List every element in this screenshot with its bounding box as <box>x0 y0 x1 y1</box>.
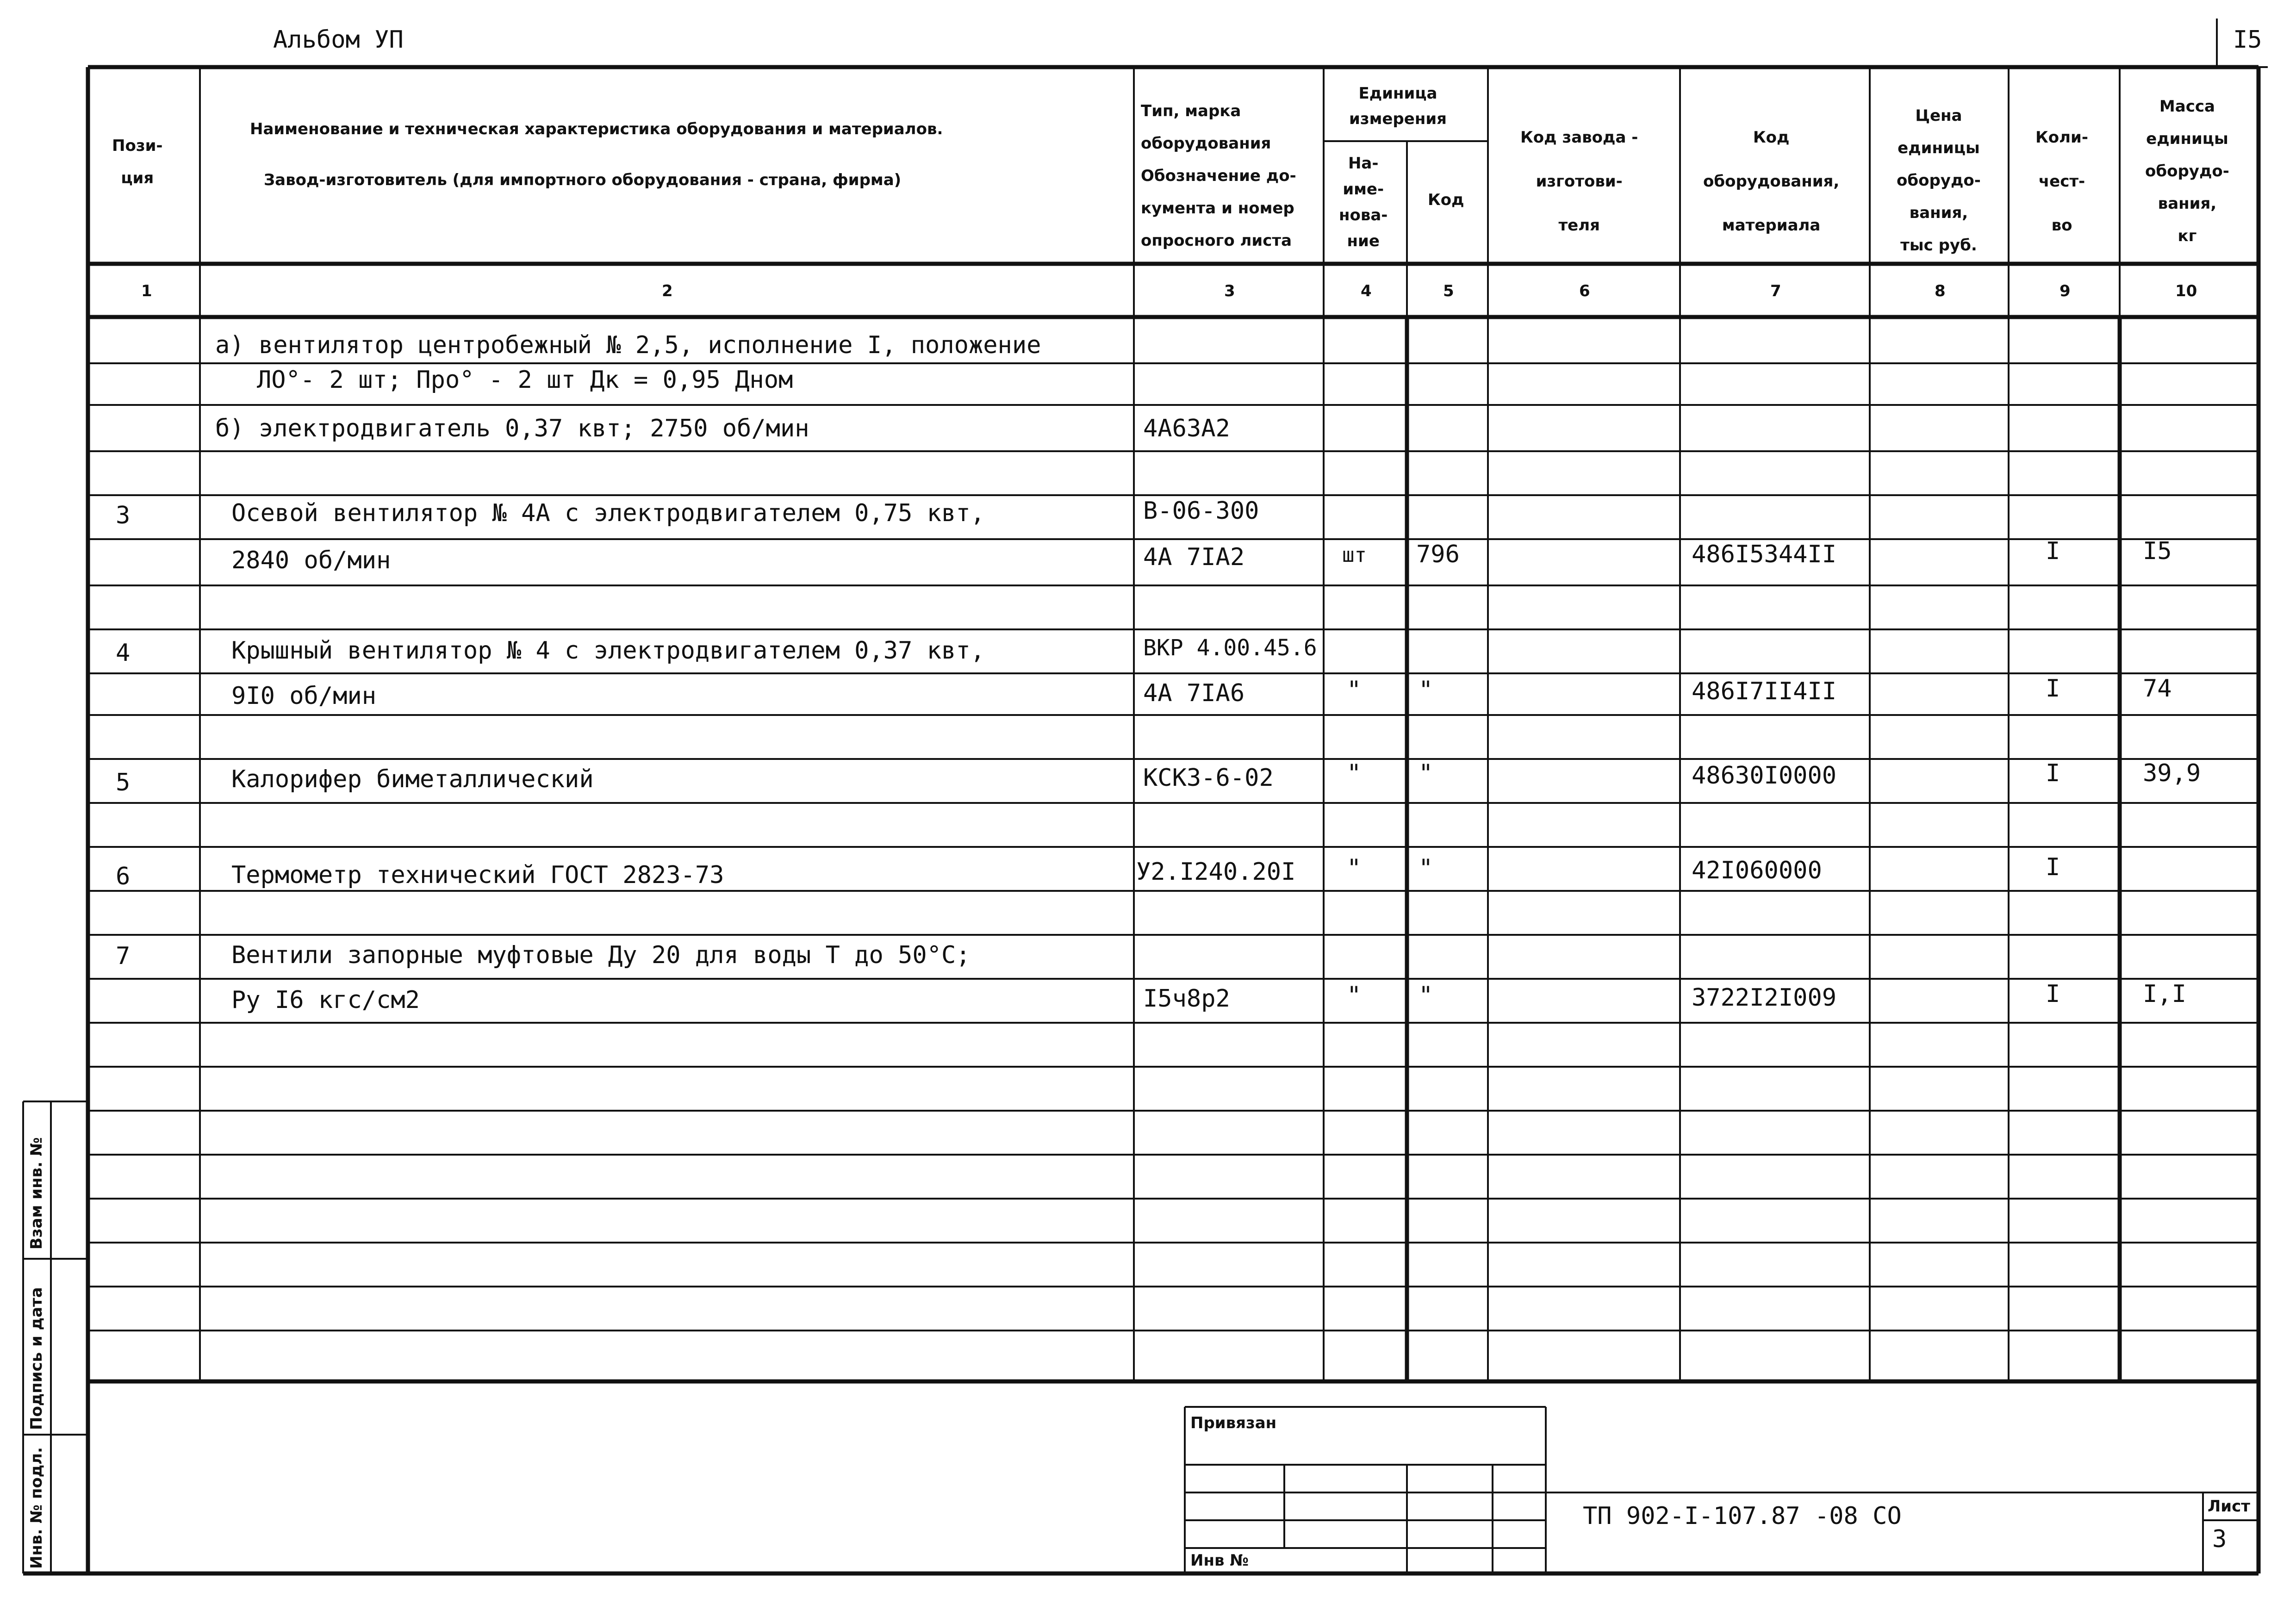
row-b-type: 4А63А2 <box>1143 415 1230 442</box>
col-header-unit-name <box>1339 150 1388 254</box>
row-3-equipment-code: 486I5344II <box>1692 541 1837 568</box>
col-header-price <box>1897 99 1981 261</box>
col-header-mass-l5: кг <box>2178 227 2197 245</box>
row-b-name: б) электродвигатель 0,37 квт; 2750 об/мин <box>215 415 809 442</box>
col-number-6: 6 <box>1579 282 1590 300</box>
row-3-quantity: I <box>2046 537 2060 565</box>
title-block-attached: Привязан <box>1190 1414 1277 1432</box>
row-7-mass: I,I <box>2143 980 2186 1008</box>
col-number-4: 4 <box>1361 282 1372 300</box>
document-code: ТП 902-I-107.87 -08 СО <box>1583 1502 1902 1530</box>
row-6-name: Термометр технический ГОСТ 2823-73 <box>231 861 724 889</box>
row-6-quantity: I <box>2046 853 2060 881</box>
col-header-price-l3: оборудо- <box>1897 171 1981 190</box>
col-header-mass-l2: единицы <box>2146 130 2228 148</box>
col-header-name-l2: Завод-изготовитель (для импортного оборудования - страна, фирма) <box>264 171 902 189</box>
col-header-quantity-l2: чест- <box>2038 172 2085 191</box>
side-label-original-inv: Инв. № подл. <box>27 1447 46 1569</box>
col-header-price-l2: единицы <box>1898 139 1980 157</box>
col-header-mass <box>2145 90 2229 252</box>
row-6-unit-code: " <box>1419 854 1433 882</box>
side-label-signature-date: Подпись и дата <box>27 1287 46 1430</box>
col-header-price-l5: тыс руб. <box>1900 236 1977 255</box>
col-number-9: 9 <box>2060 282 2071 300</box>
col-header-unit-name-l1: На- <box>1348 154 1379 173</box>
row-6-equipment-code: 42I060000 <box>1692 857 1822 884</box>
col-header-type-l5: опросного листа <box>1141 231 1292 250</box>
row-4-name: Крышный вентилятор № 4 с электродвигателем 0,37 квт, <box>231 637 985 665</box>
row-4-pos: 4 <box>116 639 131 667</box>
row-4-type: ВКР 4.00.45.6 <box>1143 635 1317 661</box>
row-3-type2: 4А 7IА2 <box>1143 543 1245 571</box>
row-4-mass: 74 <box>2143 675 2172 703</box>
col-header-unit-name-l4: ние <box>1347 232 1380 250</box>
row-3-unit-code: 796 <box>1416 541 1460 568</box>
album-label: Альбом УП <box>273 26 404 54</box>
row-7-name: Вентили запорные муфтовые Ду 20 для воды Т до 50°С; <box>231 941 971 969</box>
row-7-pos: 7 <box>116 942 131 970</box>
row-7-unit: " <box>1347 982 1362 1009</box>
row-7-unit-code: " <box>1419 982 1433 1009</box>
col-header-price-l4: вания, <box>1909 204 1968 222</box>
row-4-name2: 9I0 об/мин <box>231 682 377 710</box>
col-header-mass-l1: Масса <box>2159 97 2215 116</box>
row-5-unit-code: " <box>1419 759 1433 787</box>
col-header-quantity-l3: во <box>2051 216 2072 235</box>
row-6-pos: 6 <box>116 863 131 890</box>
col-header-maker-code-l2: изготови- <box>1536 172 1623 191</box>
row-5-quantity: I <box>2046 759 2060 787</box>
row-3-unit: шт <box>1342 543 1367 567</box>
row-3-mass: I5 <box>2143 537 2172 565</box>
col-header-quantity-l1: Коли- <box>2035 128 2088 147</box>
col-header-price-l1: Цена <box>1915 106 1962 125</box>
col-header-quantity <box>2035 116 2088 248</box>
col-header-position <box>112 130 163 194</box>
title-block-inv-no: Инв № <box>1190 1551 1249 1570</box>
row-5-type: КСКЗ-6-02 <box>1143 764 1274 792</box>
col-header-unit-code: Код <box>1428 191 1464 209</box>
row-7-type2: I5ч8р2 <box>1143 985 1230 1013</box>
col-header-equipment-code-l1: Код <box>1753 128 1790 147</box>
row-6-unit: " <box>1347 854 1362 882</box>
col-header-unit-l1: Единица <box>1358 84 1437 103</box>
col-number-5: 5 <box>1443 282 1454 300</box>
row-6-type: У2.I240.20I <box>1136 858 1296 886</box>
sheet-number: 3 <box>2212 1525 2227 1553</box>
row-5-pos: 5 <box>116 769 131 796</box>
col-number-7: 7 <box>1770 282 1781 300</box>
col-number-10: 10 <box>2175 282 2197 300</box>
row-4-equipment-code: 486I7II4II <box>1692 678 1837 705</box>
col-header-unit <box>1349 81 1447 132</box>
col-header-mass-l3: оборудо- <box>2145 162 2229 180</box>
col-header-maker-code-l1: Код завода - <box>1520 128 1638 147</box>
col-header-unit-name-l3: нова- <box>1339 206 1388 224</box>
col-header-type-l4: кумента и номер <box>1141 199 1294 218</box>
row-5-equipment-code: 48630I0000 <box>1692 762 1837 790</box>
col-header-type-l2: оборудования <box>1141 134 1271 153</box>
row-7-quantity: I <box>2046 980 2060 1008</box>
col-header-type-l1: Тип, марка <box>1141 102 1241 120</box>
row-3-type: В-06-300 <box>1143 497 1259 525</box>
row-4-type2: 4А 7IА6 <box>1143 679 1245 707</box>
sheet-page-number: I5 <box>2233 26 2262 54</box>
row-7-name2: Ру I6 кгс/см2 <box>231 986 420 1014</box>
sheet-label: Лист <box>2208 1497 2250 1516</box>
row-5-name: Калорифер биметаллический <box>231 765 594 793</box>
col-header-equipment-code-l2: оборудования, <box>1703 172 1840 191</box>
col-header-position-l1: Пози- <box>112 137 163 155</box>
col-header-mass-l4: вания, <box>2158 194 2217 213</box>
col-header-unit-name-l2: име- <box>1343 180 1384 199</box>
row-5-unit: " <box>1347 759 1362 787</box>
col-header-maker-code-l3: теля <box>1558 216 1600 235</box>
col-number-2: 2 <box>662 282 673 300</box>
col-header-type <box>1141 95 1296 257</box>
col-number-8: 8 <box>1935 282 1946 300</box>
row-7-equipment-code: 3722I2I009 <box>1692 984 1837 1012</box>
row-a-line2: ЛО°- 2 шт; Про° - 2 шт Дк = 0,95 Дном <box>257 366 793 394</box>
row-3-pos: 3 <box>116 502 131 529</box>
col-header-equipment-code-l3: материала <box>1722 216 1821 235</box>
col-header-maker-code <box>1520 116 1638 248</box>
col-number-1: 1 <box>141 282 152 300</box>
col-header-type-l3: Обозначение до- <box>1141 167 1296 185</box>
row-5-mass: 39,9 <box>2143 759 2201 787</box>
row-3-name: Осевой вентилятор № 4А с электродвигателем 0,75 квт, <box>231 499 985 527</box>
col-number-3: 3 <box>1224 282 1235 300</box>
row-a-line1: а) вентилятор центробежный № 2,5, исполнение I, положение <box>215 331 1041 359</box>
row-4-unit-code: " <box>1419 676 1433 704</box>
col-header-equipment-code <box>1703 116 1839 248</box>
side-label-replaced-inv: Взам инв. № <box>27 1137 46 1250</box>
row-4-unit: " <box>1347 676 1362 704</box>
row-4-quantity: I <box>2046 675 2060 703</box>
col-header-position-l2: ция <box>121 169 154 187</box>
col-header-name-l1: Наименование и техническая характеристика оборудования и материалов. <box>250 120 943 138</box>
row-3-name2: 2840 об/мин <box>231 547 391 574</box>
col-header-unit-l2: измерения <box>1349 110 1447 128</box>
